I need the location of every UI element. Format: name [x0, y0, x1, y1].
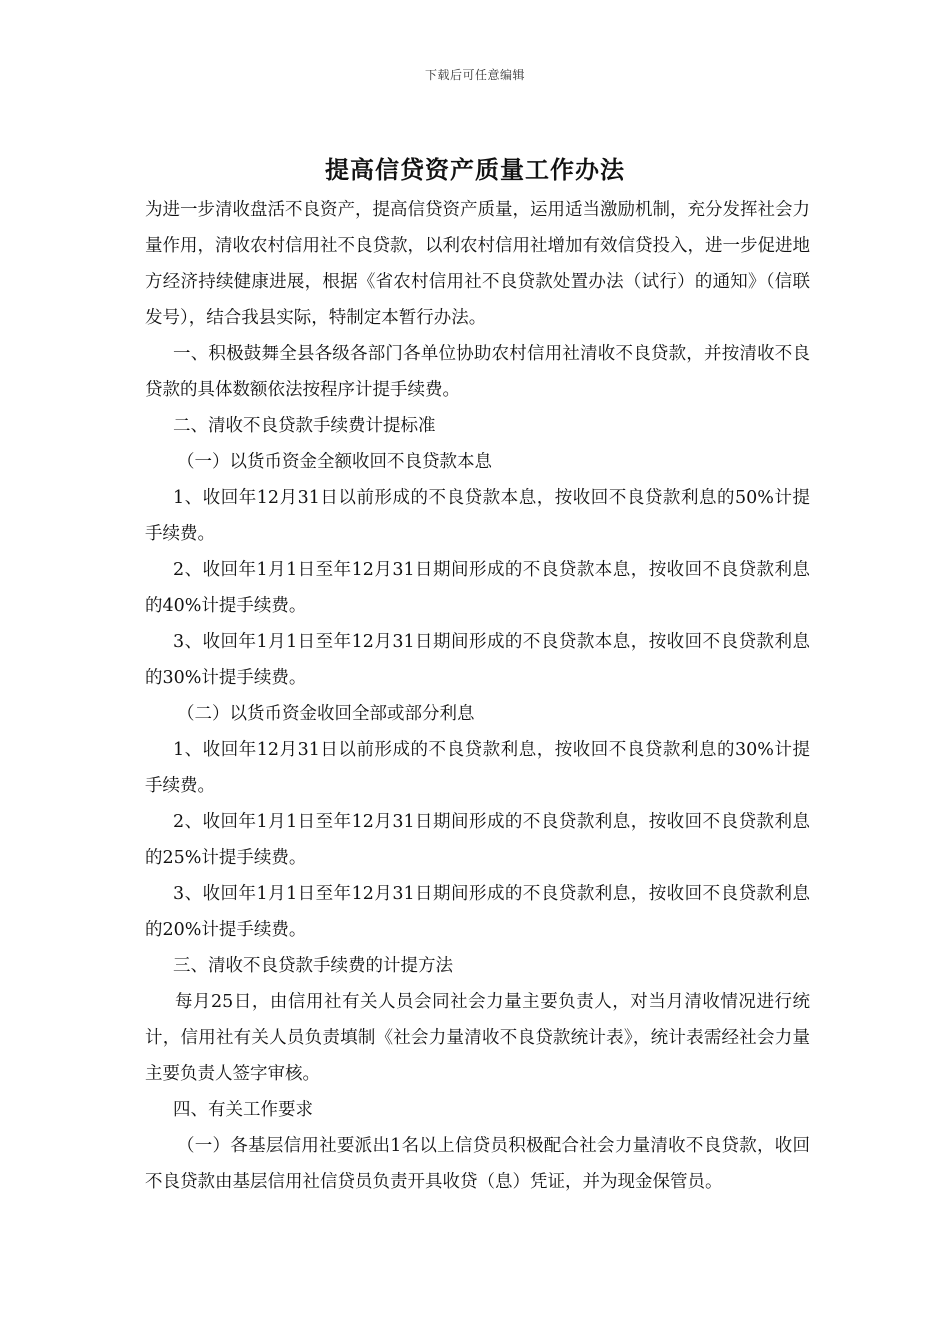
paragraph-section-1: 一、积极鼓舞全县各级各部门各单位协助农村信用社清收不良贷款，并按清收不良贷款的具体数额依法按程序计提手续费。: [145, 344, 810, 400]
paragraph-subsection-2-heading: （二）以货币资金收回全部或部分利息: [177, 704, 475, 724]
document-body: [145, 192, 810, 1200]
paragraph-subsection-1-heading: （一）以货币资金全额收回不良贷款本息: [177, 452, 492, 472]
paragraph-item-1-3: 3、收回年1月1日至年12月31日期间形成的不良贷款本息，按收回不良贷款利息的30%计提手续费。: [145, 632, 810, 688]
document-title: 提高信贷资产质量工作办法: [325, 155, 625, 184]
paragraph-section-4-item-1: （一）各基层信用社要派出1名以上信贷员积极配合社会力量清收不良贷款，收回不良贷款由基层信用社信贷员负责开具收贷（息）凭证，并为现金保管员。: [145, 1136, 810, 1192]
paragraph-section-3-body: 每月25日，由信用社有关人员会同社会力量主要负责人，对当月清收情况进行统计，信用社有关人员负责填制《社会力量清收不良贷款统计表》，统计表需经社会力量主要负责人签字审核。: [145, 992, 810, 1084]
paragraph-item-2-2: 2、收回年1月1日至年12月31日期间形成的不良贷款利息，按收回不良贷款利息的25%计提手续费。: [145, 812, 810, 868]
paragraph-item-1-1: 1、收回年12月31日以前形成的不良贷款本息，按收回不良贷款利息的50%计提手续费。: [145, 488, 810, 544]
header-note: 下载后可任意编辑: [424, 68, 525, 82]
paragraph-section-3-heading: 三、清收不良贷款手续费的计提方法: [173, 956, 453, 976]
paragraph-section-4-heading: 四、有关工作要求: [173, 1100, 313, 1120]
paragraph-item-2-3: 3、收回年1月1日至年12月31日期间形成的不良贷款利息，按收回不良贷款利息的20%计提手续费。: [145, 884, 810, 940]
paragraph-intro: 为进一步清收盘活不良资产，提高信贷资产质量，运用适当激励机制，充分发挥社会力量作用，清收农村信用社不良贷款，以利农村信用社增加有效信贷投入，进一步促进地方经济持续健康进展，根据《省农村信用社不良贷款处置办法（试行）的通知》（信联发号），结合我县实际，特制定本暂行办法。: [145, 200, 810, 328]
paragraph-section-2-heading: 二、清收不良贷款手续费计提标准: [173, 416, 436, 436]
paragraph-item-1-2: 2、收回年1月1日至年12月31日期间形成的不良贷款本息，按收回不良贷款利息的40%计提手续费。: [145, 560, 810, 616]
paragraph-item-2-1: 1、收回年12月31日以前形成的不良贷款利息，按收回不良贷款利息的30%计提手续费。: [145, 740, 810, 796]
